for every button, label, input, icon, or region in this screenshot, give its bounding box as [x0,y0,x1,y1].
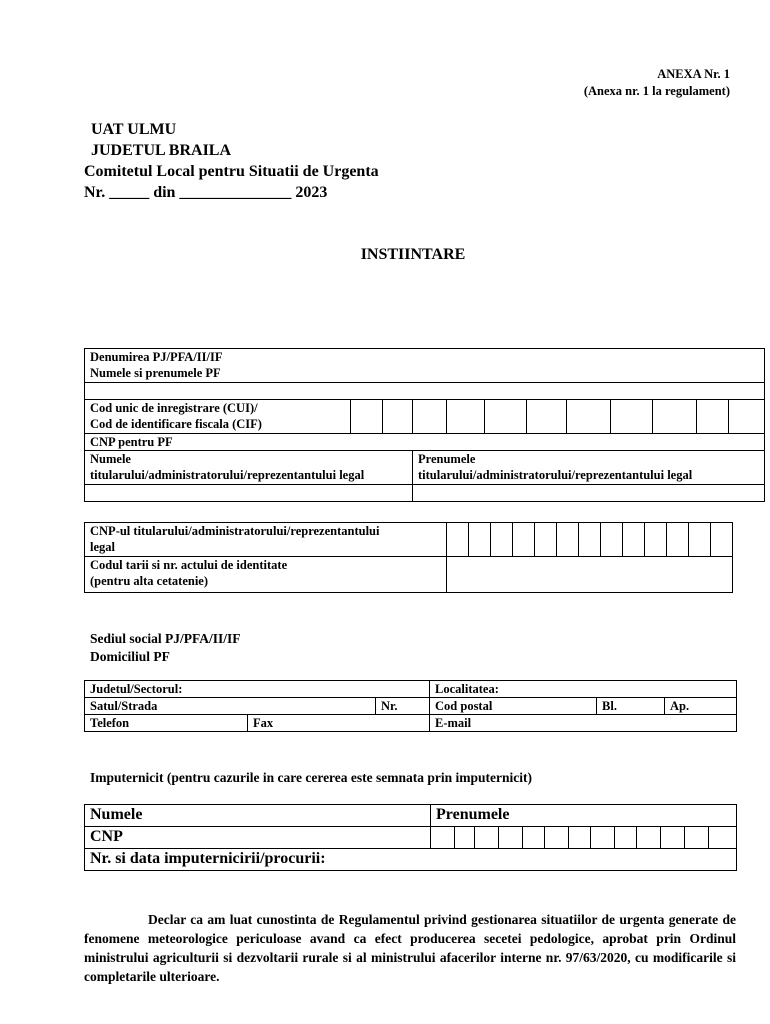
cnp-digit-box[interactable] [469,523,491,557]
street-label[interactable]: Satul/Strada [85,698,376,715]
proxy-cnp-digit-box[interactable] [685,827,709,849]
address-section-title [90,630,241,666]
header-committee: Comitetul Local pentru Situatii de Urgenta [84,163,379,180]
cnp-digit-box[interactable] [491,523,513,557]
cnp-digit-box[interactable] [711,523,733,557]
header-judet: JUDETUL BRAILA [91,142,232,159]
proxy-cnp-digit-box[interactable] [569,827,591,849]
locality-label[interactable]: Localitatea: [430,681,737,698]
cui-digit-box[interactable] [413,400,447,434]
cui-digit-box[interactable] [485,400,527,434]
applicant-table [84,348,765,502]
cui-digit-box[interactable] [383,400,413,434]
cnp-digit-box[interactable] [645,523,667,557]
proxy-cnp-label: CNP [85,827,431,849]
proxy-cnp-digit-box[interactable] [661,827,685,849]
proxy-cnp-digit-box[interactable] [431,827,455,849]
cui-digit-box[interactable] [611,400,653,434]
proxy-section-title: Imputernicit (pentru cazurile in care cererea este semnata prin imputernicit) [90,770,533,785]
apartment-label[interactable]: Ap. [665,698,737,715]
block-label[interactable]: Bl. [597,698,665,715]
proxy-cnp-digit-box[interactable] [455,827,475,849]
cui-digit-box[interactable] [447,400,485,434]
declaration-paragraph: Declar ca am luat cunostinta de Regulamentul privind gestionarea situatiilor de urgenta generate de fenomene meteorologice periculoase avand ca efect producerea secetei pedologice, aprobat prin Ordinul ministrului agriculturii si dezvoltarii rurale si al ministrului afacerilor interne nr. 97/63/2020, cu modificarile si completarile ulterioare. [84,912,736,984]
proxy-cnp-digit-box[interactable] [499,827,523,849]
header-number: Nr. _____ din ______________ 2023 [84,184,328,201]
cui-digit-box[interactable] [567,400,611,434]
cnp-digit-box[interactable] [601,523,623,557]
annex-line1: ANEXA Nr. 1 [657,67,730,81]
proxy-mandate-field[interactable]: Nr. si data imputernicirii/procurii: [85,849,737,871]
cui-digit-box[interactable] [351,400,383,434]
cui-digit-box[interactable] [697,400,729,434]
proxy-cnp-digit-box[interactable] [709,827,737,849]
proxy-table [84,804,737,871]
cnp-digit-box[interactable] [623,523,645,557]
cnp-digit-box[interactable] [535,523,557,557]
cnp-digit-box[interactable] [579,523,601,557]
phone-label[interactable]: Telefon [85,715,248,732]
owner-cnp-label: CNP-ul titularului/administratorului/reprezentantului legal [85,523,447,557]
company-name-label: Denumirea PJ/PFA/II/IF Numele si prenumele PF [85,349,765,383]
country-code-field[interactable] [447,557,733,593]
sediu-line1: Sediul social PJ/PFA/II/IF [90,631,241,646]
proxy-cnp-digit-box[interactable] [591,827,615,849]
proxy-cnp-digit-box[interactable] [615,827,637,849]
cnp-pf-label: CNP pentru PF [85,434,765,451]
proxy-cnp-digit-box[interactable] [523,827,545,849]
sediu-line2: Domiciliul PF [90,649,170,664]
address-table [84,680,737,732]
street-number-label[interactable]: Nr. [376,698,430,715]
identity-table [84,522,733,593]
proxy-cnp-digit-box[interactable] [475,827,499,849]
proxy-cnp-digit-box[interactable] [637,827,661,849]
company-name-field[interactable] [85,383,765,400]
cui-digit-box[interactable] [729,400,765,434]
cnp-digit-box[interactable] [557,523,579,557]
owner-lastname-label: Numele titularului/administratorului/reprezentantului legal [85,451,413,485]
cui-label: Cod unic de inregistrare (CUI)/ Cod de identificare fiscala (CIF) [85,400,351,434]
cnp-digit-box[interactable] [447,523,469,557]
annex-label [584,66,730,100]
header-uat: UAT ULMU [91,121,177,138]
country-code-label: Codul tarii si nr. actului de identitate (pentru alta cetatenie) [85,557,447,593]
document-title: INSTIINTARE [360,246,466,263]
proxy-lastname-field[interactable]: Numele [85,805,431,827]
annex-line2: (Anexa nr. 1 la regulament) [583,84,730,98]
cnp-digit-box[interactable] [689,523,711,557]
email-label[interactable]: E-mail [430,715,737,732]
owner-firstname-label: Prenumele titularului/administratorului/reprezentantului legal [413,451,765,485]
owner-firstname-field[interactable] [413,485,765,502]
fax-label[interactable]: Fax [248,715,430,732]
cui-digit-box[interactable] [527,400,567,434]
postal-code-label[interactable]: Cod postal [430,698,597,715]
proxy-firstname-field[interactable]: Prenumele [431,805,737,827]
owner-lastname-field[interactable] [85,485,413,502]
institution-header [84,119,379,203]
county-label[interactable]: Judetul/Sectorul: [85,681,430,698]
proxy-cnp-digit-box[interactable] [545,827,569,849]
cui-digit-box[interactable] [653,400,697,434]
cnp-digit-box[interactable] [667,523,689,557]
cnp-digit-box[interactable] [513,523,535,557]
